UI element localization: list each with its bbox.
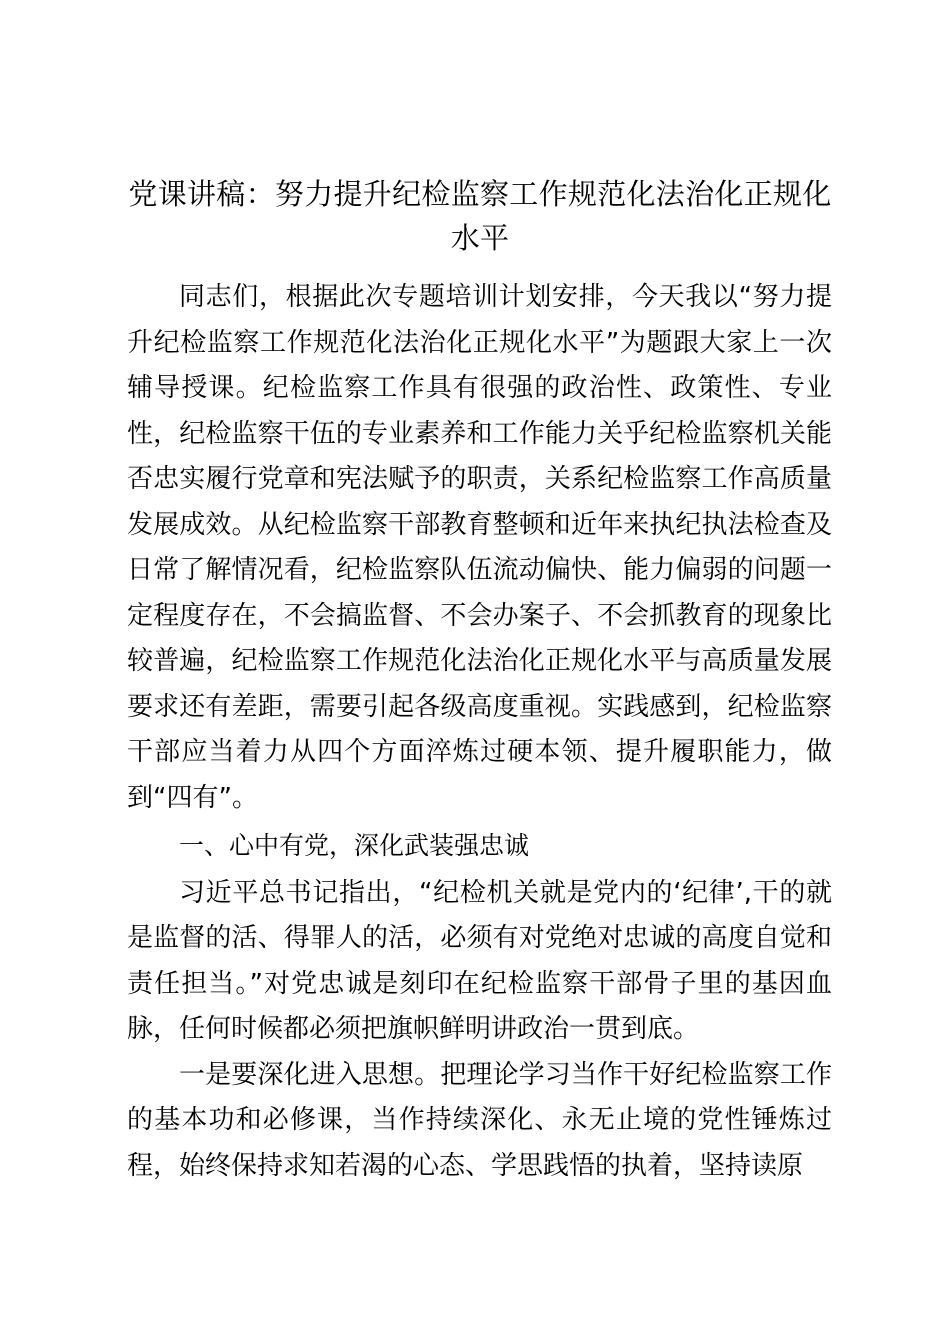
quote-paragraph: 习近平总书记指出，“纪检机关就是党内的‘纪律’,干的就是监督的活、得罪人的活，必须有对党绝对忠诚的高度自觉和责任担当。”对党忠诚是刻印在纪检监察干部骨子里的基因血脉，任何时候都必须把旗帜鲜明讲政治一贯到底。	[127, 877, 832, 1044]
section-heading-1: 一、心中有党，深化武装强忠诚	[179, 831, 530, 860]
document-title: 党课讲稿：努力提升纪检监察工作规范化法治化正规化水平	[128, 177, 832, 255]
document-body	[127, 275, 832, 1189]
intro-paragraph: 同志们，根据此次专题培训计划安排，今天我以“努力提升纪检监察工作规范化法治化正规化水平”为题跟大家上一次辅导授课。纪检监察工作具有很强的政治性、政策性、专业性，纪检监察干伍的专业素养和工作能力关乎纪检监察机关能否忠实履行党章和宪法赋予的职责，关系纪检监察工作高质量发展成效。从纪检监察干部教育整顿和近年来执纪执法检查及日常了解情况看，纪检监察队伍流动偏快、能力偏弱的问题一定程度存在，不会搞监督、不会办案子、不会抓教育的现象比较普遍，纪检监察工作规范化法治化正规化水平与高质量发展要求还有差距，需要引起各级高度重视。实践感到，纪检监察干部应当着力从四个方面淬炼过硬本领、提升履职能力，做到“四有”。	[127, 282, 832, 813]
point-one-paragraph: 一是要深化进入思想。把理论学习当作干好纪检监察工作的基本功和必修课，当作持续深化、永无止境的党性锤炼过程，始终保持求知若渴的心态、学思践悟的执着，坚持读原	[127, 1059, 832, 1181]
